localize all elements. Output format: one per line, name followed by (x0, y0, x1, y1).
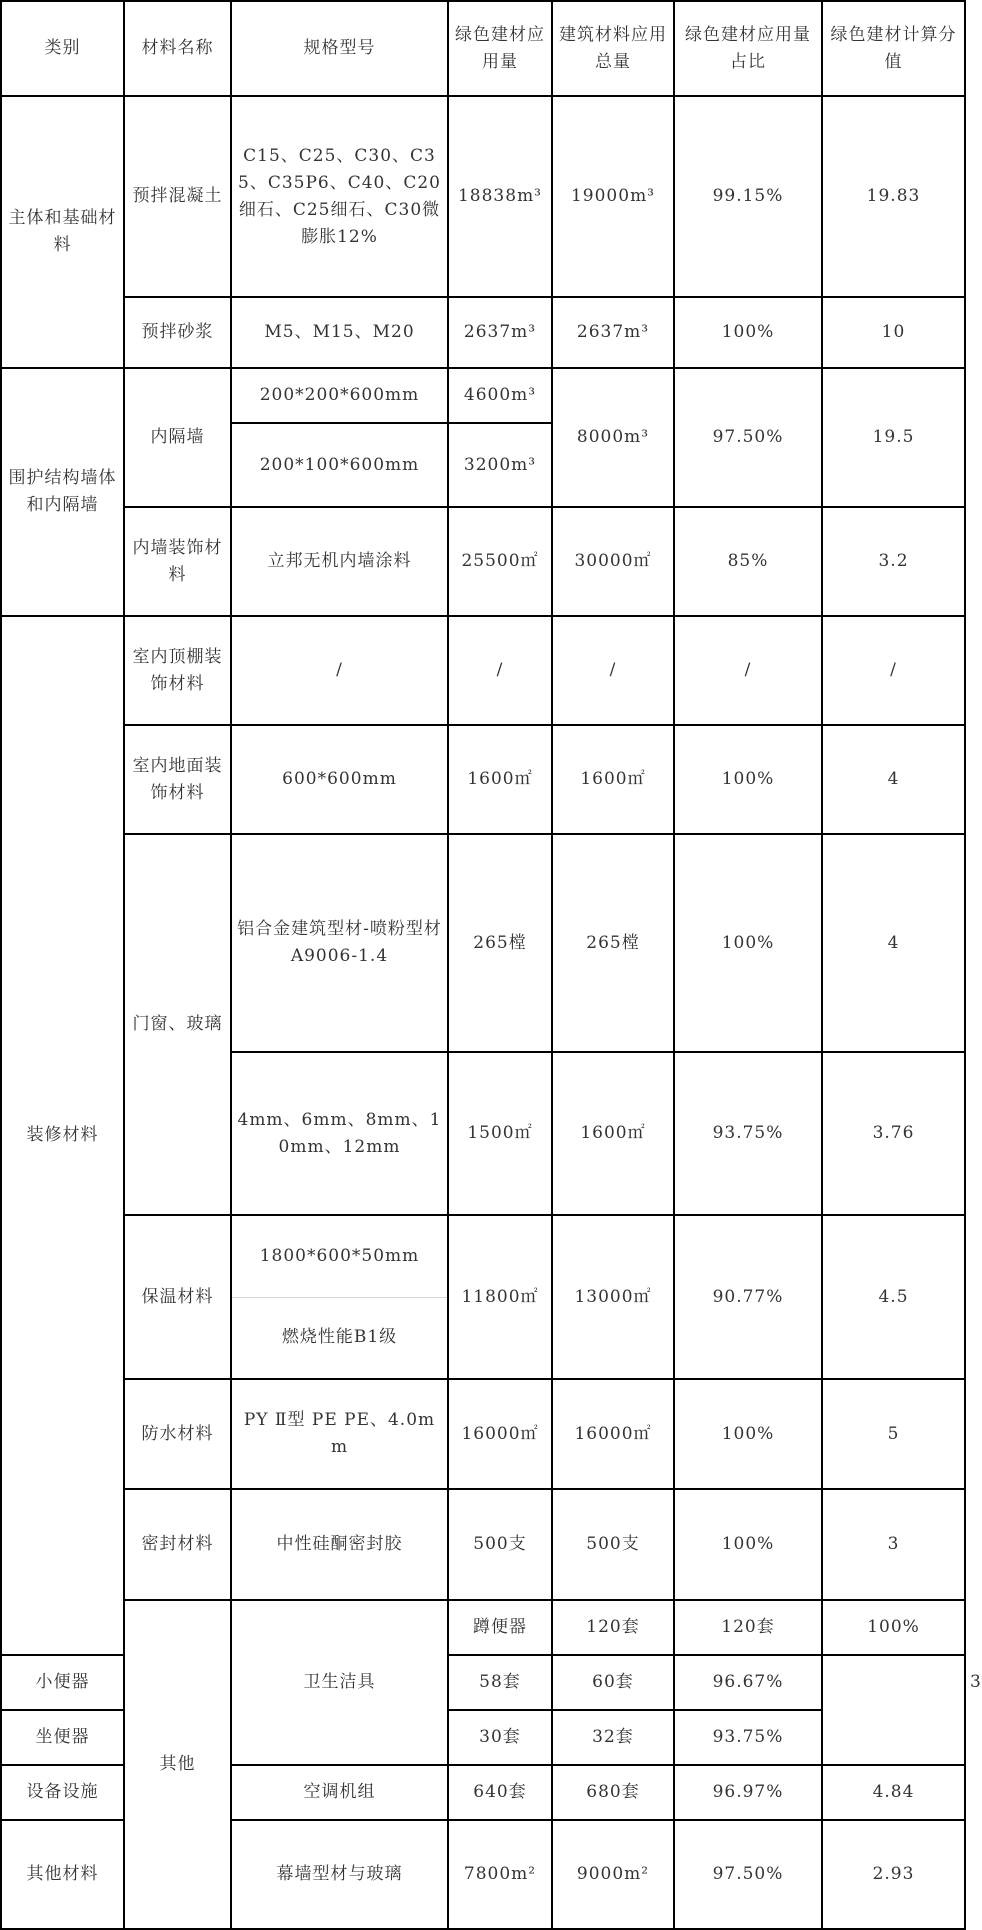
category-cell: 装修材料 (1, 616, 124, 1655)
green-amount-cell: 640套 (448, 1765, 552, 1820)
material-name-cell: 卫生洁具 (231, 1600, 448, 1765)
material-name-cell: 其他材料 (1, 1820, 124, 1929)
table-row (1, 834, 965, 1052)
total-amount-cell: 60套 (552, 1655, 674, 1710)
green-amount-cell: 58套 (448, 1655, 552, 1710)
table-row (1, 1379, 965, 1489)
green-amount-cell: 500支 (448, 1489, 552, 1600)
material-name-cell: 门窗、玻璃 (124, 834, 231, 1215)
score-cell: 5 (822, 1379, 965, 1489)
green-amount-cell: 25500㎡ (448, 507, 552, 616)
green-amount-cell: 4600m³ (448, 368, 552, 423)
green-amount-cell: 1500㎡ (448, 1052, 552, 1215)
material-name-cell: 内隔墙 (124, 368, 231, 507)
ratio-cell: 90.77% (674, 1215, 822, 1379)
table-row (1, 725, 965, 834)
total-amount-cell: 9000m² (552, 1820, 674, 1929)
ratio-cell: 100% (674, 1379, 822, 1489)
category-cell: 围护结构墙体和内隔墙 (1, 368, 124, 616)
header-total-amount: 建筑材料应用总量 (552, 1, 674, 96)
total-amount-cell: 16000㎡ (552, 1379, 674, 1489)
spec-cell: 空调机组 (231, 1765, 448, 1820)
spec-cell: 小便器 (1, 1655, 124, 1710)
green-amount-cell: 120套 (552, 1600, 674, 1655)
ratio-cell: 96.67% (674, 1655, 822, 1710)
green-amount-cell: 265樘 (448, 834, 552, 1052)
score-cell: 3 (822, 1489, 965, 1600)
total-amount-cell: 13000㎡ (552, 1215, 674, 1379)
ratio-cell: / (674, 616, 822, 725)
spec-cell: M5、M15、M20 (231, 297, 448, 368)
spec-cell: 燃烧性能B1级 (231, 1297, 448, 1379)
ratio-cell: 100% (674, 725, 822, 834)
total-amount-cell: 8000m³ (552, 368, 674, 507)
score-cell: 10 (822, 297, 965, 368)
header-green-amount: 绿色建材应用量 (448, 1, 552, 96)
ratio-cell: 85% (674, 507, 822, 616)
material-name-cell: 保温材料 (124, 1215, 231, 1379)
total-amount-cell: 19000m³ (552, 96, 674, 297)
spec-cell: 1800*600*50mm (231, 1215, 448, 1297)
green-amount-cell: / (448, 616, 552, 725)
total-amount-cell: 500支 (552, 1489, 674, 1600)
table-row (1, 368, 965, 423)
green-amount-cell: 18838m³ (448, 96, 552, 297)
total-amount-cell: 265樘 (552, 834, 674, 1052)
ratio-cell: 97.50% (674, 1820, 822, 1929)
material-name-cell: 室内顶棚装饰材料 (124, 616, 231, 725)
total-amount-cell: 2637m³ (552, 297, 674, 368)
spec-cell: 立邦无机内墙涂料 (231, 507, 448, 616)
spec-cell: 蹲便器 (448, 1600, 552, 1655)
score-cell: 4.5 (822, 1215, 965, 1379)
spec-cell: PY Ⅱ型 PE PE、4.0mm (231, 1379, 448, 1489)
spec-cell: 铝合金建筑型材-喷粉型材A9006-1.4 (231, 834, 448, 1052)
table-row (1, 507, 965, 616)
table-row (1, 297, 965, 368)
score-cell: 3.76 (822, 1052, 965, 1215)
ratio-cell: 99.15% (674, 96, 822, 297)
material-name-cell: 预拌砂浆 (124, 297, 231, 368)
total-amount-cell: 1600㎡ (552, 725, 674, 834)
table-row: 其他 卫生洁具 蹲便器 120套 120套 100% 3 (1, 1600, 965, 1655)
spec-cell: 200*200*600mm (231, 368, 448, 423)
score-cell: 3.2 (822, 507, 965, 616)
spec-cell: 幕墙型材与玻璃 (231, 1820, 448, 1929)
header-score: 绿色建材计算分值 (822, 1, 965, 96)
ratio-cell: 93.75% (674, 1052, 822, 1215)
ratio-cell: 93.75% (674, 1710, 822, 1765)
score-cell: 2.93 (822, 1820, 965, 1929)
material-name-cell: 设备设施 (1, 1765, 124, 1820)
ratio-cell: 100% (822, 1600, 965, 1655)
ratio-cell: 100% (674, 834, 822, 1052)
ratio-cell: 100% (674, 1489, 822, 1600)
ratio-cell: 96.97% (674, 1765, 822, 1820)
total-amount-cell: 30000㎡ (552, 507, 674, 616)
spec-cell: 200*100*600mm (231, 423, 448, 507)
spec-cell: 中性硅酮密封胶 (231, 1489, 448, 1600)
table-row (1, 616, 965, 725)
ratio-cell: 97.50% (674, 368, 822, 507)
green-amount-cell: 30套 (448, 1710, 552, 1765)
table-row (1, 1215, 965, 1297)
header-row (1, 1, 965, 96)
header-material-name: 材料名称 (124, 1, 231, 96)
category-cell: 主体和基础材料 (1, 96, 124, 368)
header-category: 类别 (1, 1, 124, 96)
score-cell: 4 (822, 834, 965, 1052)
score-cell: 19.83 (822, 96, 965, 297)
spec-cell: / (231, 616, 448, 725)
green-amount-cell: 7800m² (448, 1820, 552, 1929)
spec-cell: C15、C25、C30、C35、C35P6、C40、C20细石、C25细石、C30微膨胀12% (231, 96, 448, 297)
score-cell: 4 (822, 725, 965, 834)
table-row (1, 1489, 965, 1600)
score-cell: 4.84 (822, 1765, 965, 1820)
spec-cell: 4mm、6mm、8mm、10mm、12mm (231, 1052, 448, 1215)
spec-cell: 600*600mm (231, 725, 448, 834)
material-name-cell: 预拌混凝土 (124, 96, 231, 297)
total-amount-cell: 1600㎡ (552, 1052, 674, 1215)
score-cell: / (822, 616, 965, 725)
green-amount-cell: 2637m³ (448, 297, 552, 368)
green-amount-cell: 1600㎡ (448, 725, 552, 834)
header-spec: 规格型号 (231, 1, 448, 96)
spec-cell: 坐便器 (1, 1710, 124, 1765)
total-amount-cell: 680套 (552, 1765, 674, 1820)
total-amount-cell: 120套 (674, 1600, 822, 1655)
header-green-ratio: 绿色建材应用量占比 (674, 1, 822, 96)
table-row (1, 96, 965, 297)
total-amount-cell: / (552, 616, 674, 725)
category-cell: 其他 (124, 1600, 231, 1929)
material-name-cell: 内墙装饰材料 (124, 507, 231, 616)
ratio-cell: 100% (674, 297, 822, 368)
material-name-cell: 密封材料 (124, 1489, 231, 1600)
score-cell: 19.5 (822, 368, 965, 507)
green-amount-cell: 16000㎡ (448, 1379, 552, 1489)
green-amount-cell: 3200m³ (448, 423, 552, 507)
material-name-cell: 防水材料 (124, 1379, 231, 1489)
green-amount-cell: 11800㎡ (448, 1215, 552, 1379)
total-amount-cell: 32套 (552, 1710, 674, 1765)
material-name-cell: 室内地面装饰材料 (124, 725, 231, 834)
